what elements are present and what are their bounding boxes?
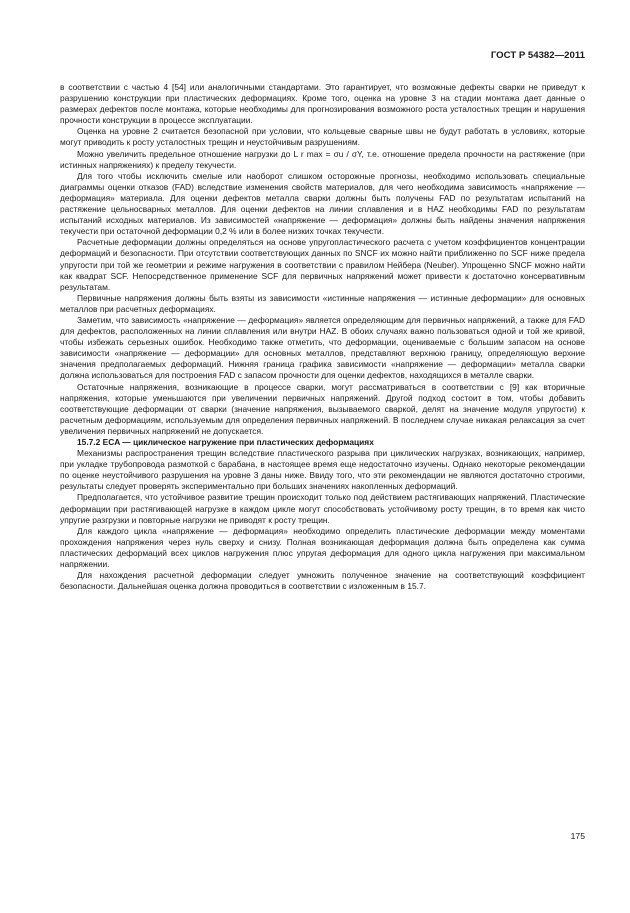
paragraph: Предполагается, что устойчивое развитие трещин происходит только под действием растягивающих напряжений. Пластические деформации при растягивающей нагрузке в каждом цикле могут способствовать устойчивому росту трещин, в то время как чисто упругие разгрузки и повторные нагрузки не приводят к росту трещин. (60, 492, 585, 525)
standard-header: ГОСТ Р 54382—2011 (490, 50, 585, 61)
section-heading: 15.7.2 ECA — циклическое нагружение при пластических деформациях (77, 437, 374, 447)
paragraph: Первичные напряжения должны быть взяты из зависимости «истинные напряжения — истинные деформации» для основных металлов при расчетных деформациях. (60, 292, 585, 314)
paragraph: Заметим, что зависимость «напряжение — деформация» является определяющим для первичных напряжений, а также для FAD для дефектов, расположенных на линии сплавления или внутри HAZ. В обоих случаях важно пользоваться одной и той же кривой, чтобы избежать серьезных ошибок. Необходимо также отметить, что деформации, оцениваемые с большим запасом на основе зависимости «напряжение — деформации» для основных металлов, представляют верхнюю границу, определяющую верхние значения предполагаемых деформаций. Нижняя граница графика зависимости «напряжение — деформации» металла сварки должна использоваться для построения FAD с запасом прочности для оценки дефектов, находящихся в металле сварки. (60, 314, 585, 381)
page-number: 175 (570, 831, 585, 841)
paragraph: Можно увеличить предельное отношение нагрузки до L r max = σu / σY, т.е. отношение предела прочности на растяжение (при истинных напряжениях) к пределу текучести. (60, 148, 585, 170)
paragraph: Расчетные деформации должны определяться на основе упругопластического расчета с учетом коэффициентов концентрации деформаций и безопасности. При отсутствии соответствующих данных по SNCF их можно найти приближенно по SCF ниже предела упругости при той же геометрии и режиме нагружения в соответствии с правилом Нейбера (Neuber). Упрощенно SNCF можно найти как квадрат SCF. Непосредственное применение SCF для первичных напряжений может привести к достаточно консервативным результатам. (60, 237, 585, 292)
paragraph: Для нахождения расчетной деформации следует умножить полученное значение на соответствующий коэффициент безопасности. Дальнейшая оценка должна проводиться в соответствии с изложенным в 15.7. (60, 570, 585, 592)
paragraph: Для каждого цикла «напряжение — деформация» необходимо определить пластические деформации между моментами прохождения напряжения через нуль сверху и снизу. Полная возникающая деформация должна быть определена как сумма пластических деформаций всех циклов нагружения плюс упругая деформация для одного цикла нагружения при максимальном напряжении. (60, 525, 585, 570)
paragraph: Механизмы распространения трещин вследствие пластического разрыва при циклических нагрузках, возникающих, например, при укладке трубопровода размоткой с барабана, в настоящее время еще недостаточно изучены. Однако некоторые рекомендации по оценке неустойчивого разрушения на уровне 3 даны ниже. Ввиду того, что эти рекомендации не являются достаточно строгими, результаты следует проверять экспериментально при больших значениях накопленных деформаций. (60, 448, 585, 492)
paragraph: Остаточные напряжения, возникающие в процессе сварки, могут рассматриваться в соответствии с [9] как вторичные напряжения, которые уменьшаются при увеличении первичных напряжений. Другой подход состоит в том, чтобы добавить соответствующие деформации от сварки (значение напряжения, вызываемого сваркой, делят на значение модуля упругости) к расчетным деформациям, используемым для определения первичных напряжений. В последнем случае никакая релаксация за счет увеличения первичных напряжений не допускается. (60, 381, 585, 436)
document-body (60, 82, 585, 592)
paragraph: Оценка на уровне 2 считается безопасной при условии, что кольцевые сварные швы не будут работать в условиях, которые могут приводить к росту усталостных трещин и неустойчивым разрушениям. (60, 126, 585, 148)
paragraph: Для того чтобы исключить смелые или наоборот слишком осторожные прогнозы, необходимо использовать специальные диаграммы оценки отказов (FAD) вследствие изменения свойств материалов, для чего необходима зависимость «напряжение — деформация» материала. Для оценки дефектов металла сварки должны быть получены FAD по результатам испытаний на растяжение цельносварных металлов. Для оценки дефектов на линии сплавления и в HAZ необходимы FAD по результатам испытаний исходных материалов. Из зависимостей «напряжение — деформация» должны быть найдены значения напряжения текучести при остаточной деформации 0,2 % или в более низких точках текучести. (60, 170, 585, 237)
paragraph: в соответствии с частью 4 [54] или аналогичными стандартами. Это гарантирует, что возможные дефекты сварки не приведут к разрушению конструкции при пластических деформациях. Кроме того, оценка на уровне 3 на стадии монтажа дает данные о размерах дефектов после монтажа, которые необходимы для прогнозирования возможного роста усталостных трещин и нарушения прочности конструкции в процессе эксплуатации. (60, 82, 585, 126)
